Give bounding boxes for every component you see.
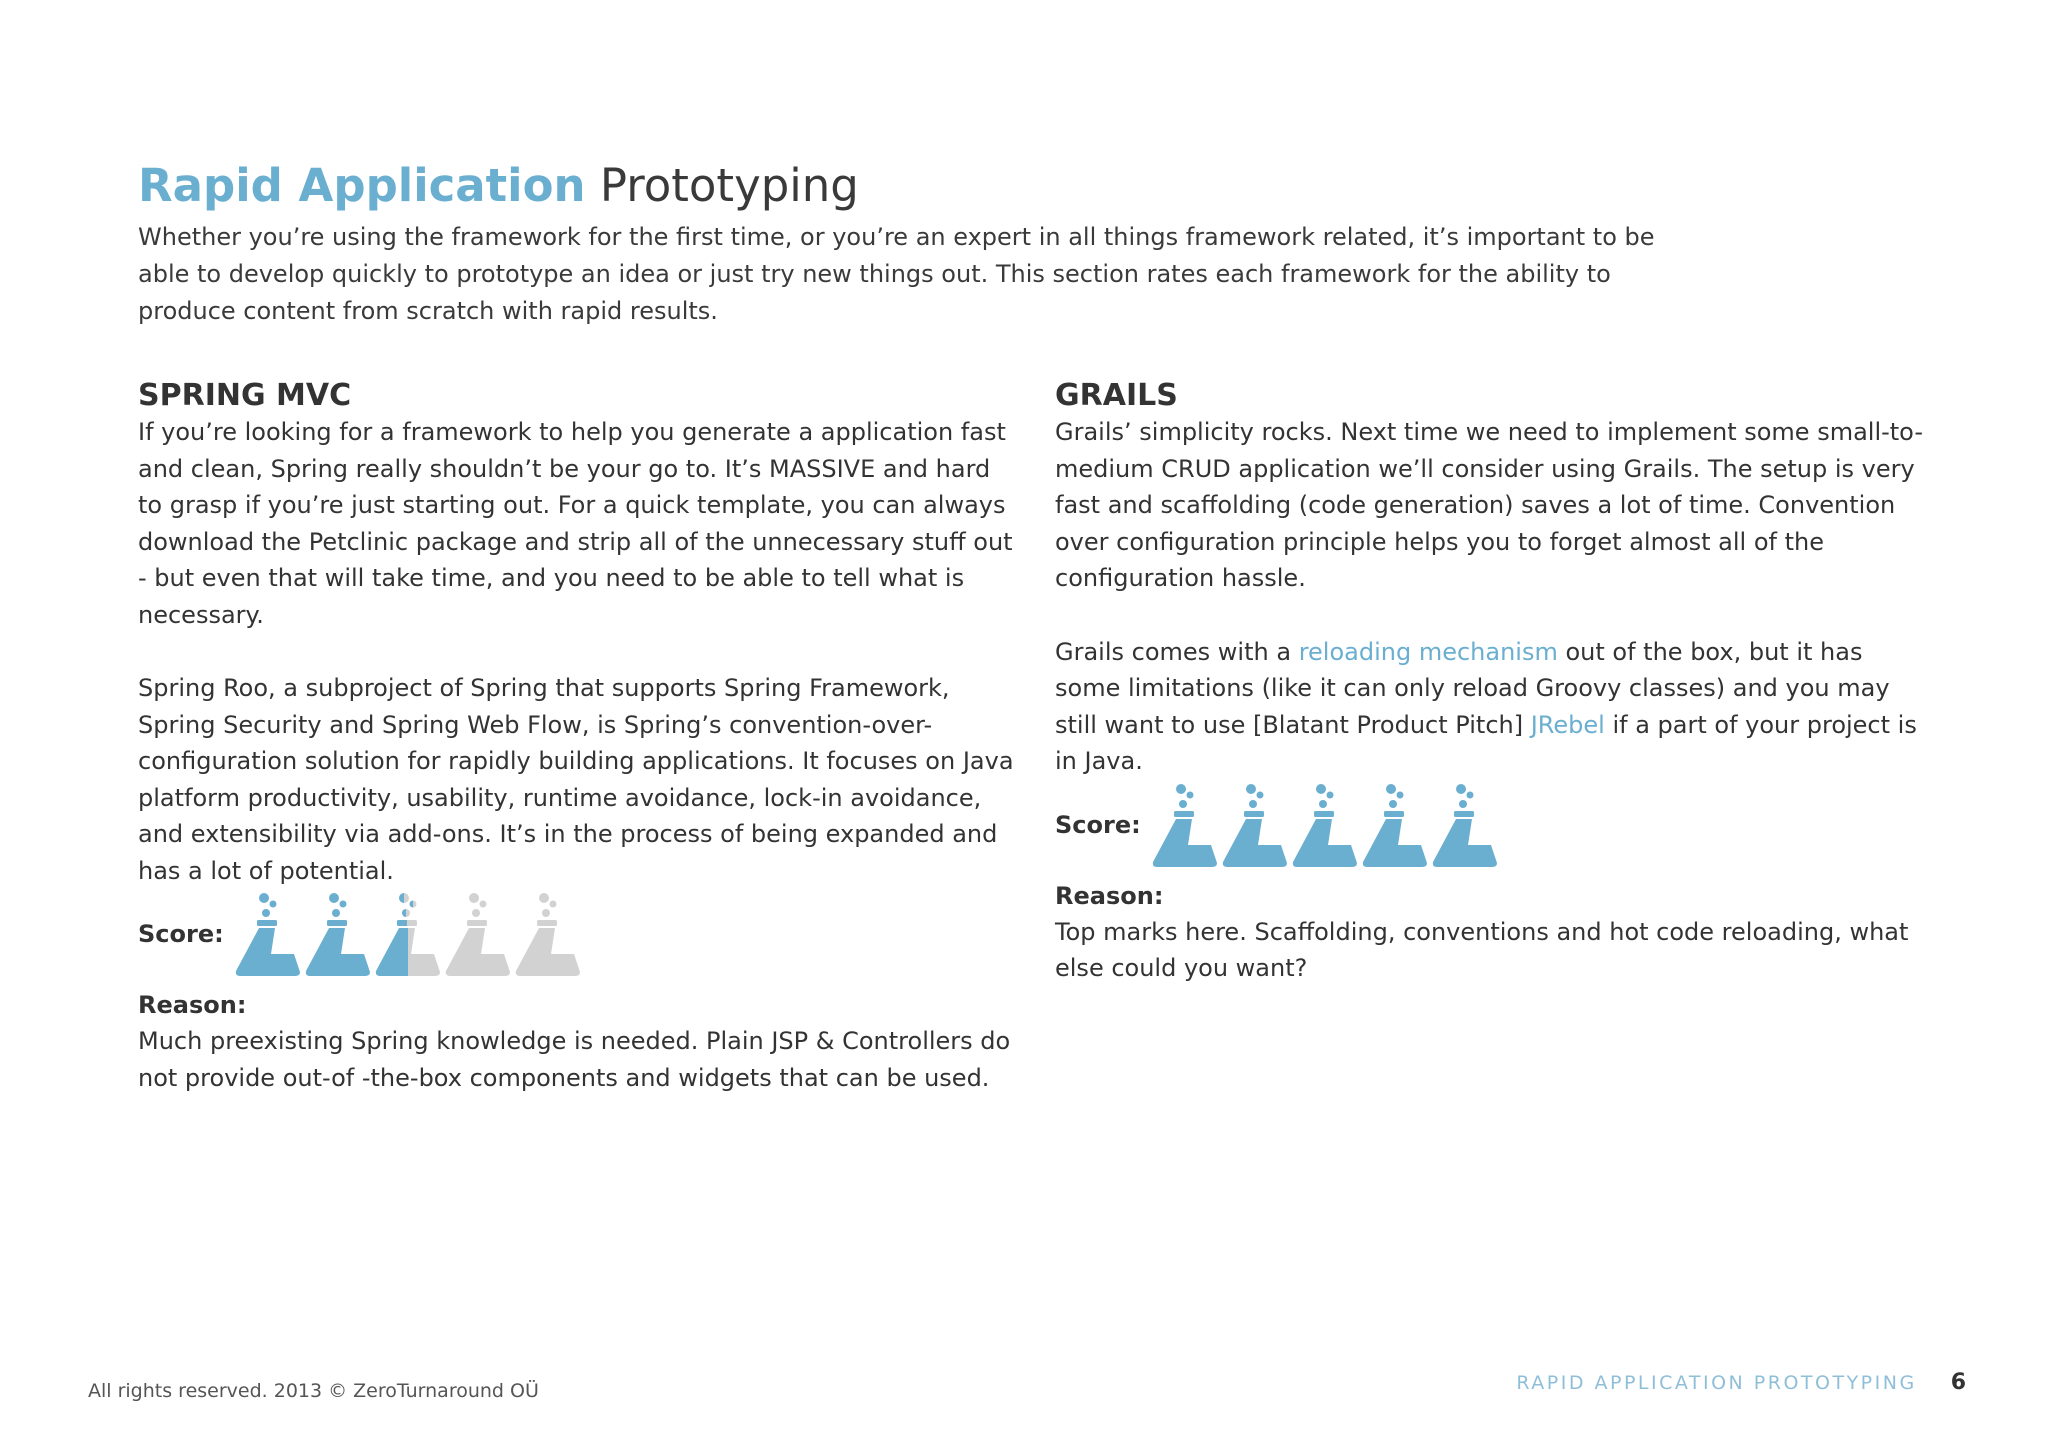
intro-paragraph: Whether you’re using the framework for the first time, or you’re an expert in all things framework related, it’s important to be able to develop quickly to prototype an idea or just try new things out. This section rates each framework for the ability to produce content from scratch with rapid results. <box>138 223 1655 325</box>
flask-score-icon <box>1361 783 1427 867</box>
flask-score-icon <box>1221 783 1287 867</box>
flask-score-icon <box>1291 783 1357 867</box>
flask-score-icon <box>304 892 370 976</box>
reason-label: Reason: <box>1055 881 1164 910</box>
grails-score-flasks <box>1151 783 1501 867</box>
score-label: Score: <box>1055 810 1141 839</box>
score-label: Score: <box>138 920 224 948</box>
grails-heading: GRAILS <box>1055 378 1178 413</box>
footer-right <box>1516 1370 1966 1395</box>
grails-section <box>1055 378 1935 987</box>
jrebel-link[interactable]: JRebel <box>1530 710 1605 739</box>
page-title-accent: Rapid Application <box>138 159 586 212</box>
spring-mvc-paragraph-1: If you’re looking for a framework to help you generate a application fast and clean, Spring really shouldn’t be your go to. It’s MASSIVE and hard to grasp if you’re just starting out. For a quick template, you can always download the Petclinic package and strip all of the unnecessary stuff out - but even that will take time, and you need to be able to tell what is necessary. <box>138 418 1013 629</box>
spring-mvc-section <box>138 378 1018 1096</box>
footer-section-title: RAPID APPLICATION PROTOTYPING <box>1516 1371 1917 1394</box>
flask-score-icon <box>514 892 580 976</box>
grails-paragraph-2-text-a: Grails comes with a <box>1055 637 1299 666</box>
spring-mvc-score-flasks <box>234 892 584 976</box>
spring-mvc-heading: SPRING MVC <box>138 378 352 413</box>
grails-reason: Top marks here. Scaffolding, conventions and hot code reloading, what else could you want? <box>1055 917 1909 982</box>
footer-copyright: All rights reserved. 2013 © ZeroTurnaround OÜ <box>88 1380 539 1402</box>
page-number: 6 <box>1950 1370 1966 1395</box>
flask-score-icon <box>234 892 300 976</box>
flask-score-icon <box>1431 783 1497 867</box>
spring-mvc-reason: Much preexisting Spring knowledge is needed. Plain JSP & Controllers do not provide out-of -the-box components and widgets that can be used. <box>138 1027 1011 1092</box>
page-title <box>138 158 859 214</box>
grails-paragraph-2-text-b: out of the box, but it has some limitations (like it can only reload Groovy classes) and you may still want to use [Blatant Product Pitch] <box>1055 637 1890 739</box>
flask-score-icon <box>444 892 510 976</box>
flask-score-icon <box>1151 783 1217 867</box>
spring-mvc-score <box>138 889 1018 979</box>
grails-paragraph-2-text-c: if a part of your project is in Java. <box>1055 710 1917 775</box>
reloading-mechanism-link[interactable]: reloading mechanism <box>1298 637 1558 666</box>
flask-score-icon <box>374 892 440 976</box>
page-title-rest: Prototyping <box>585 159 859 212</box>
reason-label: Reason: <box>138 991 247 1019</box>
grails-paragraph-1: Grails’ simplicity rocks. Next time we need to implement some small-to-medium CRUD application we’ll consider using Grails. The setup is very fast and scaffolding (code generation) saves a lot of time. Convention over configuration principle helps you to forget almost all of the configuration hassle. <box>1055 418 1923 592</box>
grails-paragraph-2 <box>1055 634 1935 780</box>
grails-score <box>1055 780 1935 870</box>
spring-mvc-paragraph-2: Spring Roo, a subproject of Spring that supports Spring Framework, Spring Security and Spring Web Flow, is Spring’s convention-over-configuration solution for rapidly building applications. It focuses on Java platform productivity, usability, runtime avoidance, lock-in avoidance, and extensibility via add-ons. It’s in the process of being expanded and has a lot of potential. <box>138 674 1014 885</box>
